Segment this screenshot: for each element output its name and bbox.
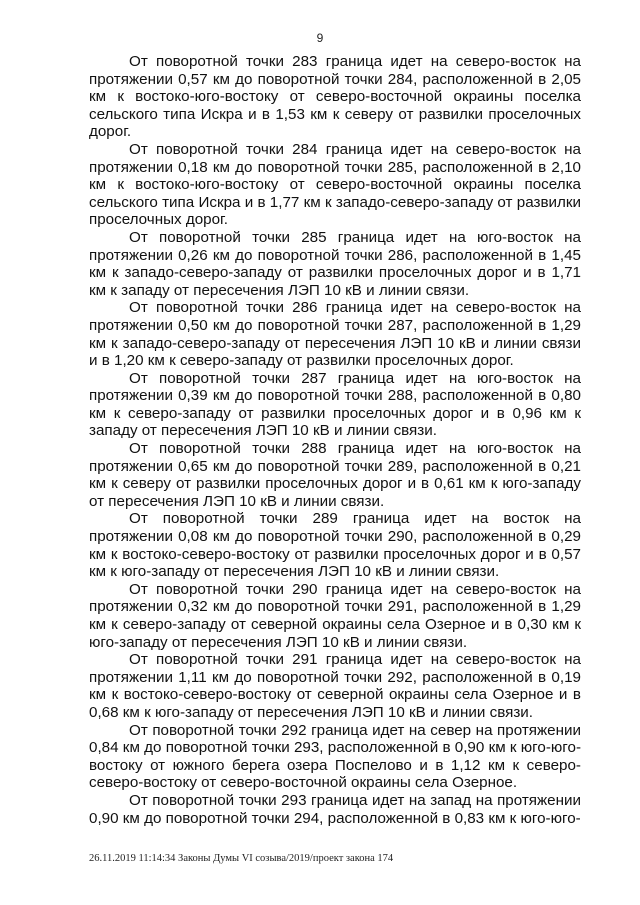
document-body [89,53,581,827]
paragraph: От поворотной точки 283 граница идет на северо-восток на протяжении 0,57 км до поворотной точки 284, расположенной в 2,05 км к востоко-юго-востоку от северо-восточной окраины поселка сельского типа Искра и в 1,53 км к северу от развилки проселочных дорог. [89,53,581,141]
paragraph: От поворотной точки 291 граница идет на северо-восток на протяжении 1,11 км до поворотной точки 292, расположенной в 0,19 км к востоко-северо-востоку от северной окраины села Озерное и в 0,68 км к юго-западу от пересечения ЛЭП 10 кВ и линии связи. [89,651,581,721]
paragraph: От поворотной точки 293 граница идет на запад на протяжении 0,90 км до поворотной точки 294, расположенной в 0,83 км к юго-юго- [89,791,581,827]
paragraph: От поворотной точки 285 граница идет на юго-восток на протяжении 0,26 км до поворотной точки 286, расположенной в 1,45 км к западо-северо-западу от развилки проселочных дорог и в 1,71 км к западу от пересечения ЛЭП 10 кВ и линии связи. [89,228,581,299]
paragraph: От поворотной точки 289 граница идет на восток на протяжении 0,08 км до поворотной точки 290, расположенной в 0,29 км к востоко-северо-востоку от развилки проселочных дорог и в 0,57 км к юго-западу от пересечения ЛЭП 10 кВ и линии связи. [89,510,581,581]
paragraph: От поворотной точки 286 граница идет на северо-восток на протяжении 0,50 км до поворотной точки 287, расположенной в 1,29 км к западо-северо-западу от пересечения ЛЭП 10 кВ и линии связи и в 1,20 км к северо-западу от развилки проселочных дорог. [89,299,581,370]
page-number: 9 [316,31,324,45]
paragraph: От поворотной точки 284 граница идет на северо-восток на протяжении 0,18 км до поворотной точки 285, расположенной в 2,10 км к востоко-юго-востоку от северо-восточной окраины поселка сельского типа Искра и в 1,77 км к западо-северо-западу от развилки проселочных дорог. [89,140,581,229]
paragraph: От поворотной точки 292 граница идет на север на протяжении 0,84 км до поворотной точки 293, расположенной в 0,90 км к юго-юго-востоку от южного берега озера Поспелово и в 1,12 км к северо-северо-востоку от северо-восточной окраины села Озерное. [89,721,581,792]
paragraph: От поворотной точки 290 граница идет на северо-восток на протяжении 0,32 км до поворотной точки 291, расположенной в 1,29 км к северо-западу от северной окраины села Озерное и в 0,30 км к юго-западу от пересечения ЛЭП 10 кВ и линии связи. [89,580,581,651]
document-footer: 26.11.2019 11:14:34 Законы Думы VI созыва/2019/проект закона 174 [89,853,394,864]
paragraph: От поворотной точки 288 граница идет на юго-восток на протяжении 0,65 км до поворотной точки 289, расположенной в 0,21 км к северу от развилки проселочных дорог и в 0,61 км к юго-западу от пересечения ЛЭП 10 кВ и линии связи. [89,440,581,510]
paragraph: От поворотной точки 287 граница идет на юго-восток на протяжении 0,39 км до поворотной точки 288, расположенной в 0,80 км к северо-западу от развилки проселочных дорог и в 0,96 км к западу от пересечения ЛЭП 10 кВ и линии связи. [89,369,581,440]
